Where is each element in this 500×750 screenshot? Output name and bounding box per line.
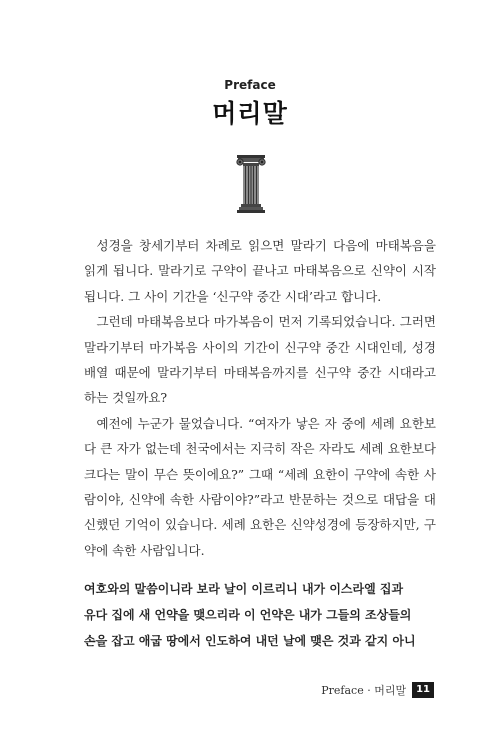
page-title: 머리말 [212,99,288,128]
quote-line: 손을 잡고 애굽 땅에서 인도하여 내던 날에 맺은 것과 같지 아니 [84,634,416,648]
section-label: Preface [224,78,276,92]
scripture-quote [84,576,436,654]
quote-line: 여호와의 말씀이니라 보라 날이 이르리니 내가 이스라엘 집과 [84,582,404,596]
paragraph: 그런데 마태복음보다 마가복음이 먼저 기록되었습니다. 그러면 말라기부터 마가복음 사이의 기간이 신구약 중간 시대인데, 성경 배열 때문에 말라기부터 마태복음까지를 신구약 중간 시대라고 하는 것일까요? [84,314,436,406]
page-footer [321,682,434,698]
page-number: 11 [412,682,434,698]
body-text [84,233,436,563]
quote-line: 유다 집에 새 언약을 맺으리라 이 언약은 내가 그들의 조상들의 [84,608,412,622]
paragraph: 예전에 누군가 물었습니다. “여자가 낳은 자 중에 세례 요한보다 큰 자가 없는데 천국에서는 지극히 작은 자라도 세례 요한보다 크다는 말이 무슨 뜻이에요?” 그때 “세례 요한이 구약에 속한 사람이야, 신약에 속한 사람이야?”라고 반문하는 것으로 대답을 대신했던 기억이 있습니다. 세례 요한은 신약성경에 등장하지만, 구약에 속한 사람입니다. [84,415,436,558]
running-head: Preface · 머리말 [321,684,407,697]
ionic-column-icon [236,155,266,213]
paragraph: 성경을 창세기부터 차례로 읽으면 말라기 다음에 마태복음을 읽게 됩니다. 말라기로 구약이 끝나고 마태복음으로 신약이 시작됩니다. 그 사이 기간을 ‘신구약 중간 시대’라고 합니다. [84,238,436,304]
